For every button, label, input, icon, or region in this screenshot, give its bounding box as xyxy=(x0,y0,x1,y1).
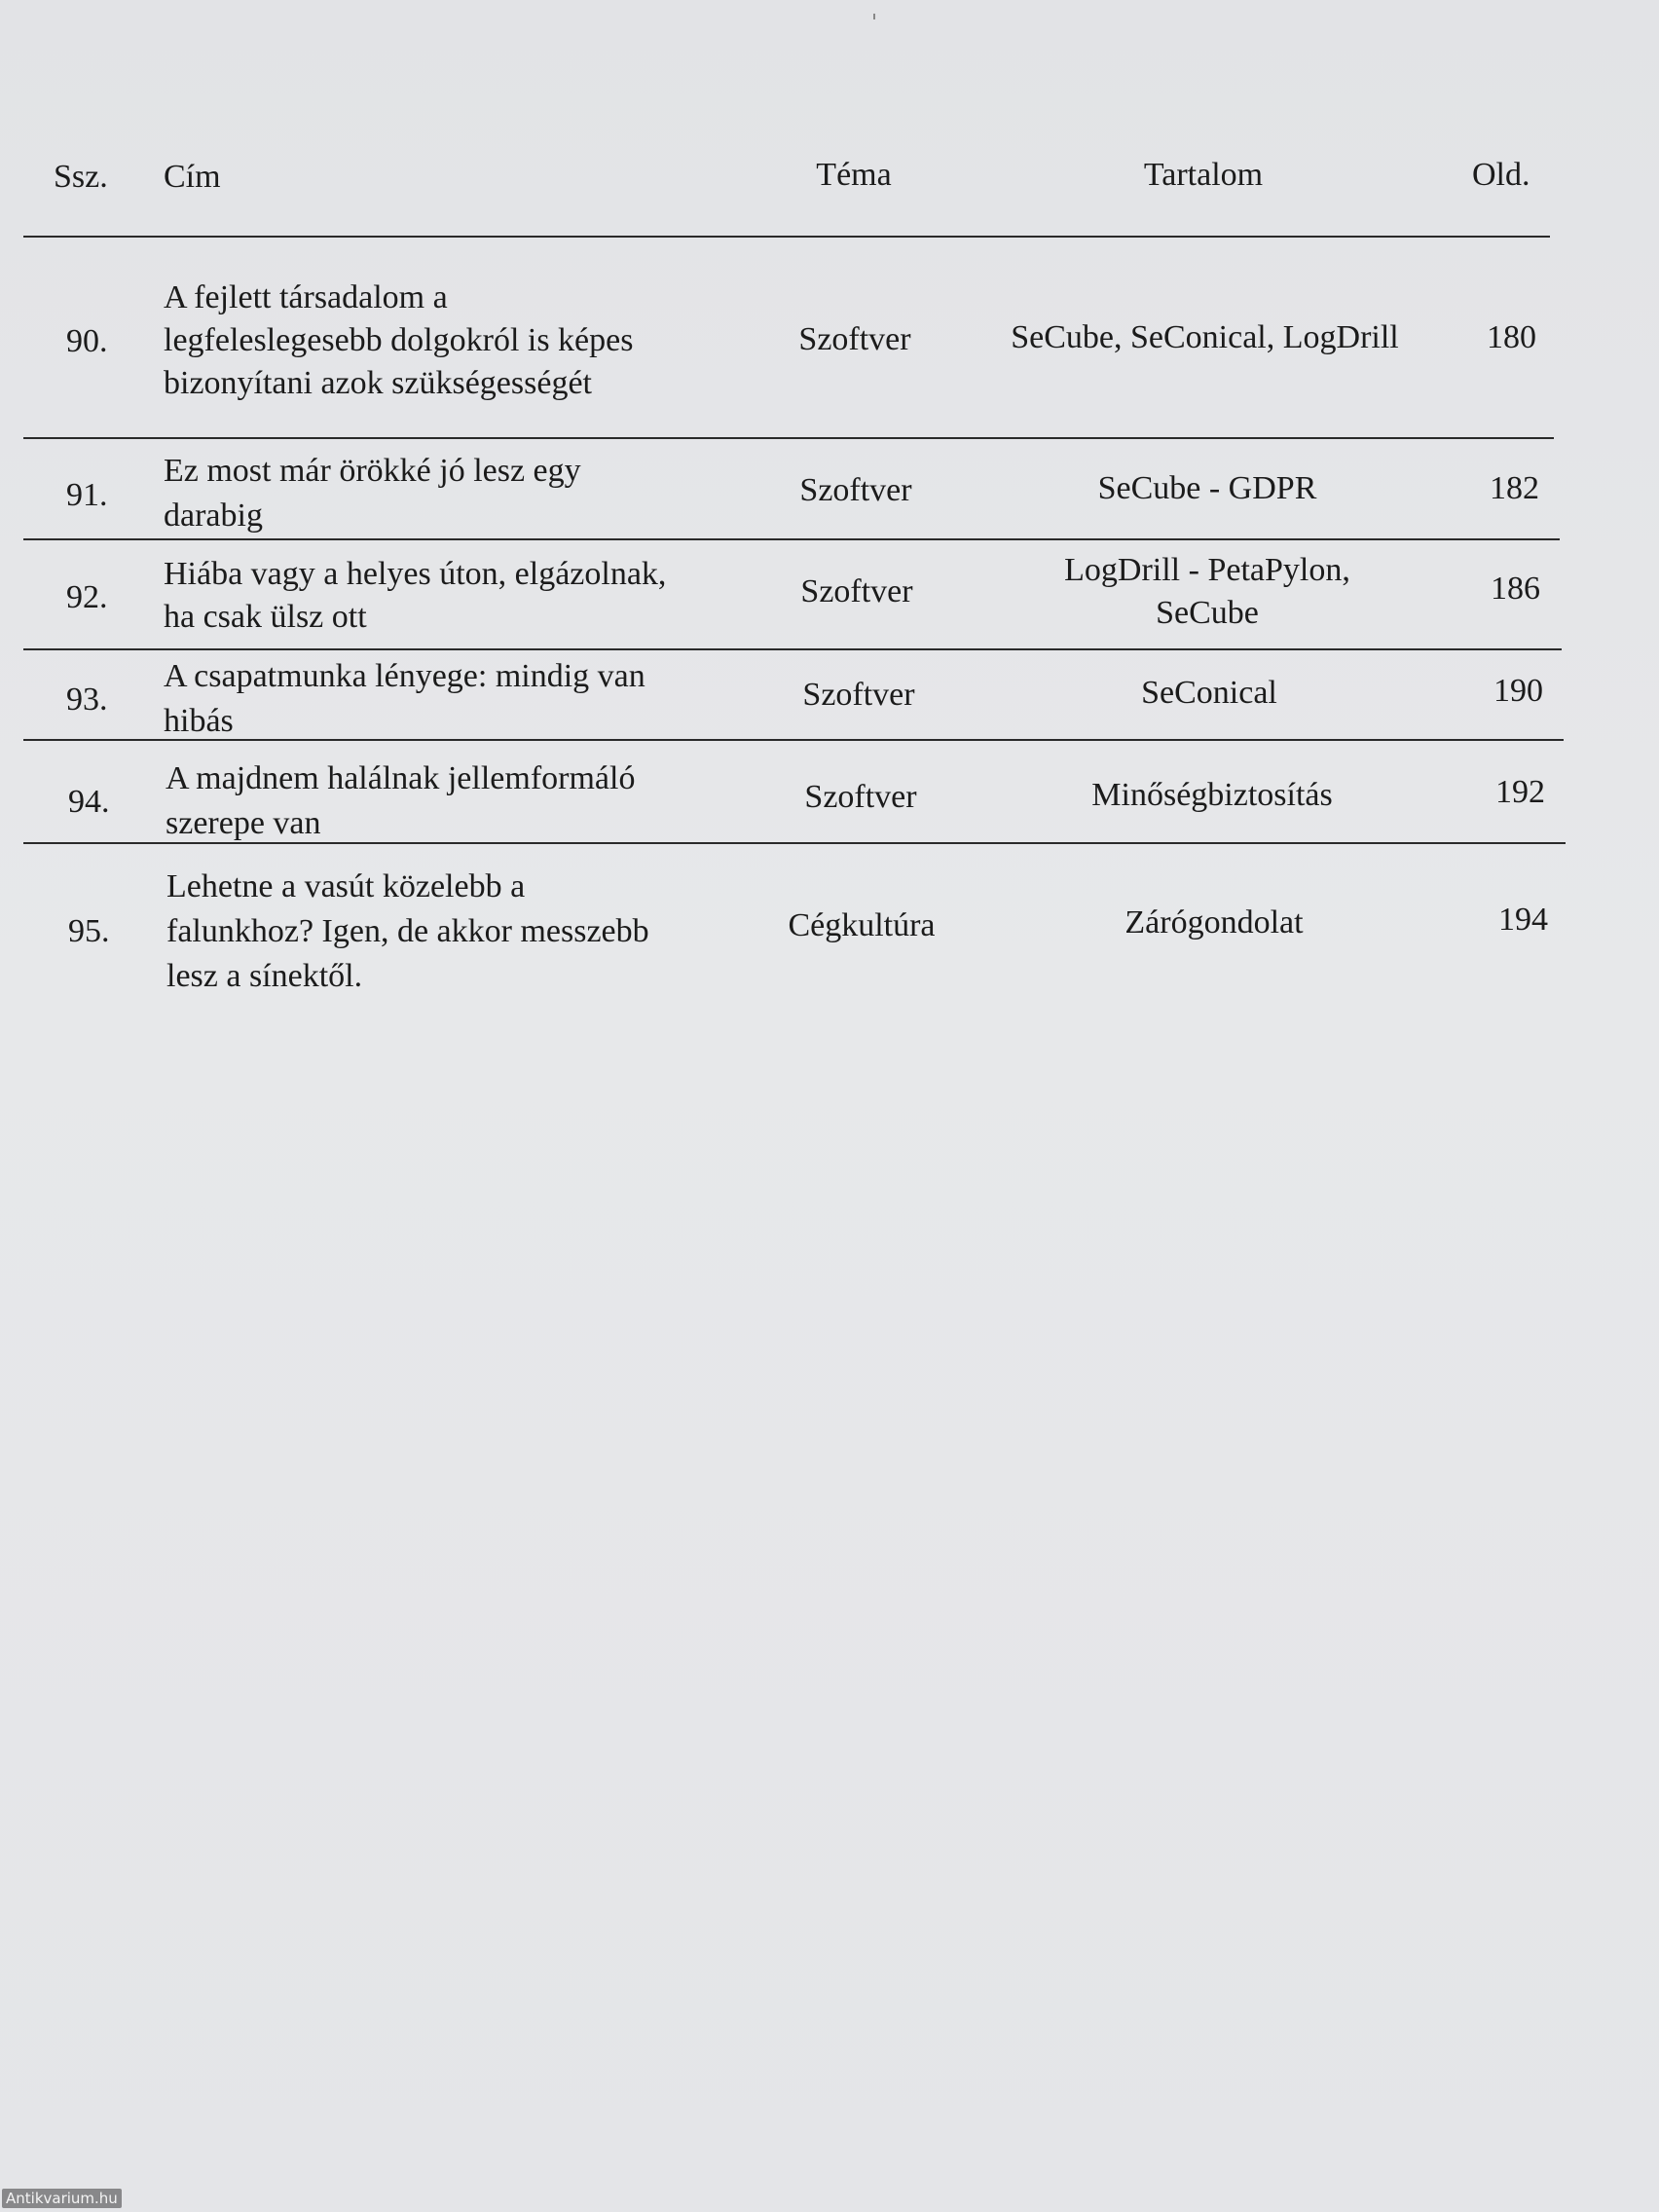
row-94-old: 192 xyxy=(1495,774,1545,810)
row-90-old: 180 xyxy=(1487,319,1536,355)
row-93-tartalom: SeConical xyxy=(1141,675,1277,711)
row-93-tema: Szoftver xyxy=(802,677,915,713)
row-93-cim-line-2: hibás xyxy=(164,703,234,739)
header-rule xyxy=(23,236,1550,238)
row-rule xyxy=(23,739,1564,741)
header-tema: Téma xyxy=(816,157,892,193)
row-rule xyxy=(23,437,1554,439)
row-92-tartalom-line-2: SeCube xyxy=(1156,595,1259,631)
row-94-tema: Szoftver xyxy=(804,779,917,815)
row-94-cim-line-2: szerepe van xyxy=(166,805,321,841)
watermark: Antikvarium.hu xyxy=(2,2189,122,2208)
row-92-old: 186 xyxy=(1491,571,1540,607)
row-rule xyxy=(23,538,1560,540)
row-91-cim-line-1: Ez most már örökké jó lesz egy xyxy=(164,453,581,489)
row-95-cim-line-2: falunkhoz? Igen, de akkor messzebb xyxy=(166,913,649,949)
row-95-tema: Cégkultúra xyxy=(788,907,936,943)
row-95-cim-line-1: Lehetne a vasút közelebb a xyxy=(166,868,526,904)
row-92-ssz: 92. xyxy=(66,579,108,615)
row-90-tartalom: SeCube, SeConical, LogDrill xyxy=(1011,319,1399,355)
row-rule xyxy=(23,648,1562,650)
row-94-cim-line-1: A majdnem halálnak jellemformáló xyxy=(166,760,636,796)
row-91-ssz: 91. xyxy=(66,477,108,513)
row-92-cim-line-2: ha csak ülsz ott xyxy=(164,599,367,635)
row-92-tema: Szoftver xyxy=(800,573,913,609)
row-90-cim-line-3: bizonyítani azok szükségességét xyxy=(164,365,592,401)
page-mark xyxy=(873,14,875,19)
row-95-cim-line-3: lesz a sínektől. xyxy=(166,958,363,994)
row-91-old: 182 xyxy=(1490,470,1539,506)
row-91-tema: Szoftver xyxy=(799,472,912,508)
row-92-tartalom-line-1: LogDrill - PetaPylon, xyxy=(1064,552,1350,588)
header-ssz: Ssz. xyxy=(54,159,108,195)
row-90-cim-line-2: legfeleslegesebb dolgokról is képes xyxy=(164,322,634,358)
row-94-ssz: 94. xyxy=(68,784,110,820)
row-91-tartalom: SeCube - GDPR xyxy=(1097,470,1317,506)
row-92-cim-line-1: Hiába vagy a helyes úton, elgázolnak, xyxy=(164,556,667,592)
row-91-cim-line-2: darabig xyxy=(164,498,263,534)
row-rule xyxy=(23,842,1566,844)
row-93-cim-line-1: A csapatmunka lényege: mindig van xyxy=(164,658,645,694)
row-95-ssz: 95. xyxy=(68,913,110,949)
row-90-ssz: 90. xyxy=(66,323,108,359)
row-93-ssz: 93. xyxy=(66,682,108,718)
header-tartalom: Tartalom xyxy=(1143,157,1264,193)
row-94-tartalom: Minőségbiztosítás xyxy=(1091,777,1333,813)
row-95-old: 194 xyxy=(1498,902,1548,938)
header-cim: Cím xyxy=(164,159,221,195)
row-93-old: 190 xyxy=(1493,673,1543,709)
header-old: Old. xyxy=(1472,157,1530,193)
row-90-tema: Szoftver xyxy=(798,321,911,357)
row-95-tartalom: Zárógondolat xyxy=(1124,904,1304,940)
row-90-cim-line-1: A fejlett társadalom a xyxy=(164,279,448,315)
